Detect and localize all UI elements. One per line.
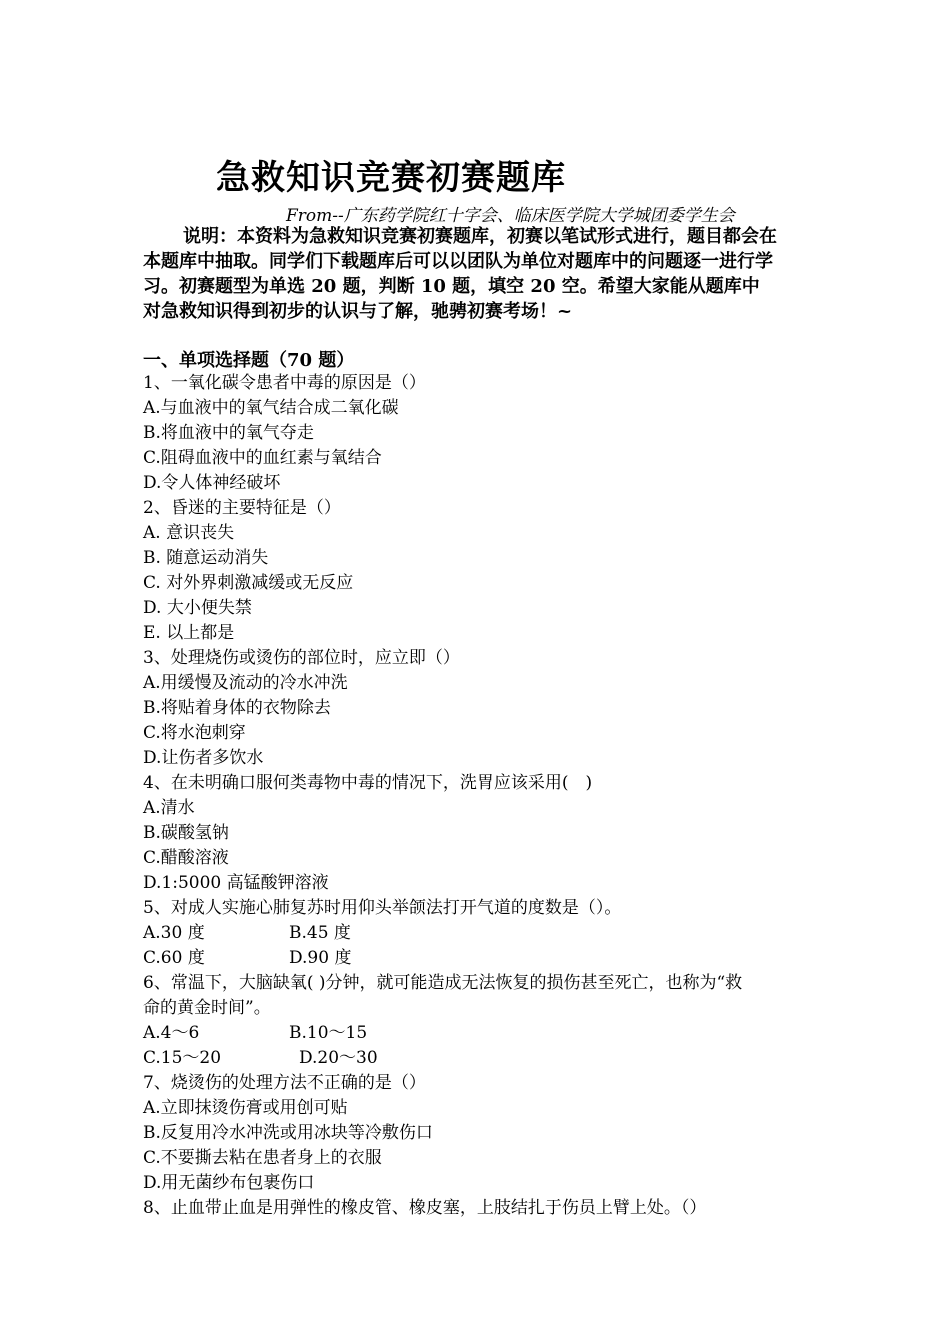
question-stem: 8、止血带止血是用弹性的橡皮管、橡皮塞，上肢结扎于伤员上臂上处。（） <box>143 1198 707 1218</box>
question-option: B.将贴着身体的衣物除去 <box>143 698 331 718</box>
question-option: A.与血液中的氧气结合成二氧化碳 <box>143 398 399 418</box>
question-option: C.醋酸溶液 <box>143 848 229 868</box>
question-option: A.30 度 <box>143 923 205 943</box>
question-option: B.反复用冷水冲洗或用冰块等冷敷伤口 <box>143 1123 433 1143</box>
question-option: E. 以上都是 <box>143 623 235 643</box>
question-option: A.4～6 <box>143 1023 200 1043</box>
question-option: A.立即抹烫伤膏或用创可贴 <box>143 1098 348 1118</box>
question-option: B.45 度 <box>289 923 351 943</box>
question-option: C.15～20 <box>143 1048 222 1068</box>
question-option: D.90 度 <box>289 948 352 968</box>
intro-paragraph <box>143 224 813 324</box>
option-row <box>143 1021 823 1046</box>
question-stem: 7、烧烫伤的处理方法不正确的是（） <box>143 1073 426 1093</box>
question-option: A.用缓慢及流动的冷水冲洗 <box>143 673 348 693</box>
question-stem: 4、在未明确口服何类毒物中毒的情况下，洗胃应该采用( ) <box>143 773 593 793</box>
question-option: C.阻碍血液中的血红素与氧结合 <box>143 448 382 468</box>
document-source: From--广东药学院红十字会、临床医学院大学城团委学生会 <box>286 206 735 226</box>
question-list <box>143 371 823 1221</box>
intro-line: 本题库中抽取。同学们下载题库后可以以团队为单位对题库中的问题逐一进行学 <box>143 251 773 272</box>
question-option: B. 随意运动消失 <box>143 548 269 568</box>
question-stem: 6、常温下，大脑缺氧( )分钟，就可能造成无法恢复的损伤甚至死亡，也称为“救 <box>143 973 743 993</box>
option-row <box>143 921 823 946</box>
option-row <box>143 946 823 971</box>
question-option: A. 意识丧失 <box>143 523 235 543</box>
question-stem: 5、对成人实施心肺复苏时用仰头举颌法打开气道的度数是（）。 <box>143 898 622 918</box>
question-option: D. 大小便失禁 <box>143 598 252 618</box>
question-option: B.碳酸氢钠 <box>143 823 229 843</box>
question-option: B.10～15 <box>289 1023 368 1043</box>
section-heading: 一、单项选择题（70 题） <box>143 350 355 371</box>
question-option: D.令人体神经破坏 <box>143 473 281 493</box>
question-option: C.不要撕去粘在患者身上的衣服 <box>143 1148 382 1168</box>
question-stem: 3、处理烧伤或烫伤的部位时，应立即（） <box>143 648 460 668</box>
question-option: C.将水泡刺穿 <box>143 723 246 743</box>
question-option: D.1:5000 高锰酸钾溶液 <box>143 873 329 893</box>
question-option: D.让伤者多饮水 <box>143 748 264 768</box>
question-option: C.60 度 <box>143 948 205 968</box>
question-option: B.将血液中的氧气夺走 <box>143 423 314 443</box>
intro-line: 说明：本资料为急救知识竞赛初赛题库，初赛以笔试形式进行，题目都会在 <box>183 226 777 247</box>
option-row <box>143 1046 823 1071</box>
question-stem: 2、昏迷的主要特征是（） <box>143 498 341 518</box>
question-option: D.20～30 <box>299 1048 378 1068</box>
question-option: D.用无菌纱布包裹伤口 <box>143 1173 315 1193</box>
question-stem: 1、一氧化碳令患者中毒的原因是（） <box>143 373 426 393</box>
question-stem-continued: 命的黄金时间”。 <box>143 998 271 1018</box>
document-title: 急救知识竞赛初赛题库 <box>216 158 566 198</box>
question-option: A.清水 <box>143 798 195 818</box>
intro-line: 习。初赛题型为单选 20 题，判断 10 题，填空 20 空。希望大家能从题库中 <box>143 276 760 297</box>
intro-line: 对急救知识得到初步的认识与了解，驰骋初赛考场！~ <box>143 301 573 322</box>
question-option: C. 对外界刺激减缓或无反应 <box>143 573 354 593</box>
